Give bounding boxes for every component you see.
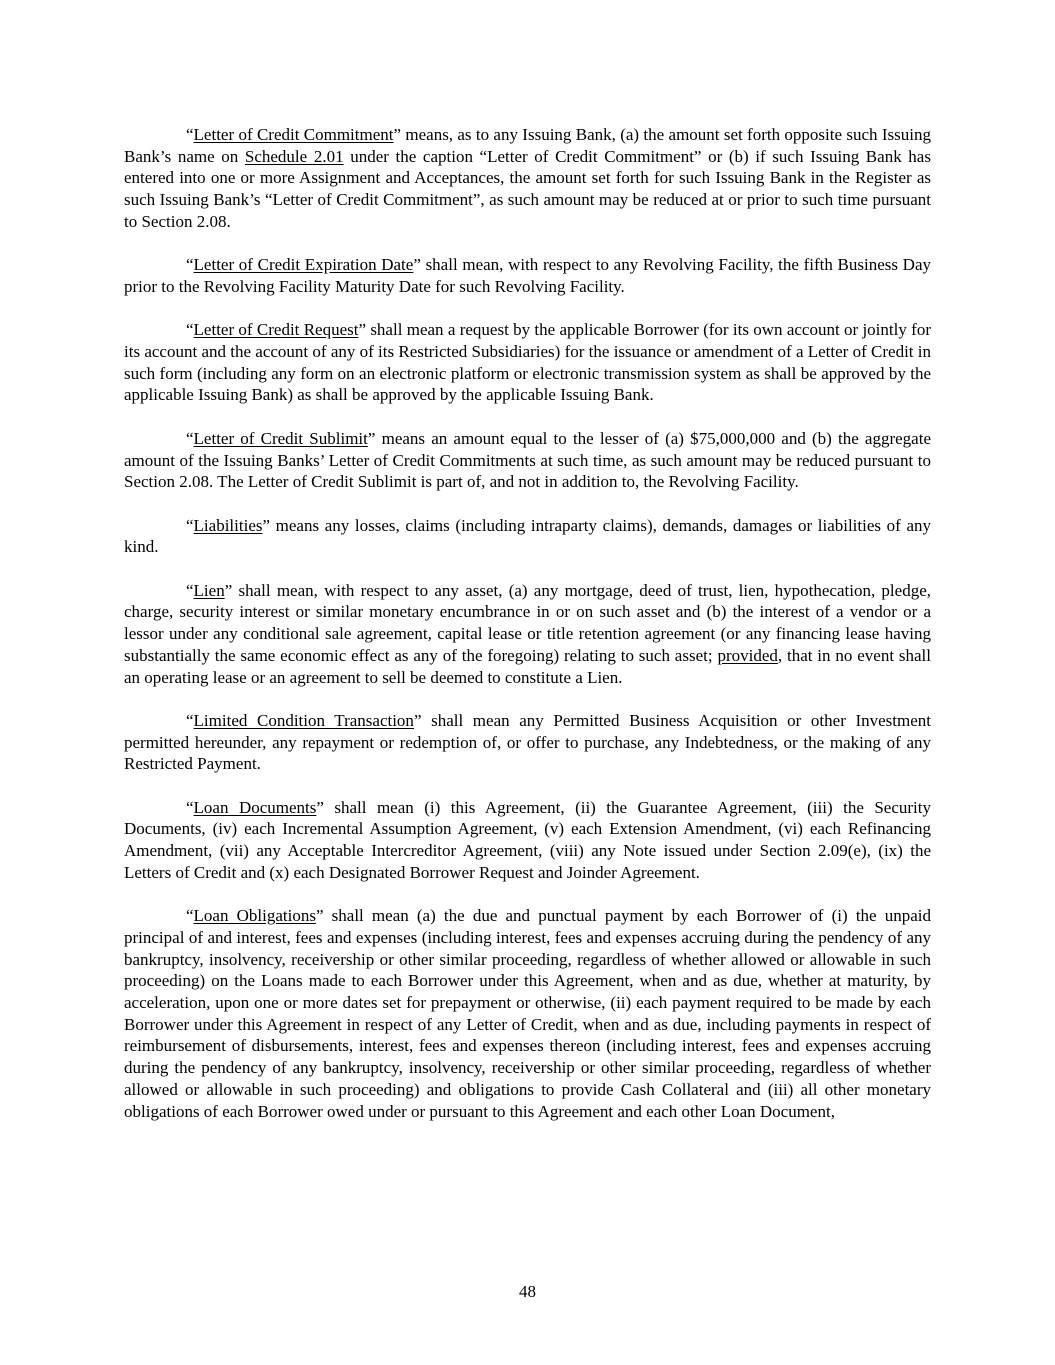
- definition-text: , that in no event shall an operating lease or an agreement to sell be deemed to constitute a Lien.: [124, 645, 932, 687]
- definition-paragraph: [124, 905, 931, 1122]
- definition-text: “: [186, 125, 194, 144]
- defined-term: Lien: [193, 580, 225, 600]
- document-page: [124, 124, 931, 1144]
- definition-text: “: [186, 906, 194, 926]
- underlined-text: provided: [717, 645, 778, 665]
- definition-paragraph: [124, 515, 931, 558]
- definition-paragraph: [124, 580, 931, 689]
- definition-text: “: [186, 797, 194, 817]
- definition-paragraph: [124, 124, 931, 233]
- definition-text: “: [186, 515, 194, 535]
- definition-text: ” shall mean any Permitted Business Acquisition or other Investment permitted hereunder, any repayment or redemption of, or offer to purchase, any Indebtedness, or the making of any Restricted Payment.: [124, 710, 931, 774]
- definition-text: ” shall mean (a) the due and punctual payment by each Borrower of (i) the unpaid principal of and interest, fees and expenses (including interest, fees and expenses accruing during the pendency of any bankruptcy, insolvency, receivership or other similar proceeding, regardless of whether allowed or allowable in such proceeding) on the Loans made to each Borrower under this Agreement, when and as due, whether at maturity, by acceleration, upon one or more dates set for prepayment or otherwise, (ii) each payment required to be made by each Borrower under this Agreement in respect of any Letter of Credit, when and as due, including payments in respect of reimbursement of disbursements, interest, fees and expenses thereon (including interest, fees and expenses accruing during the pendency of any bankruptcy, insolvency, receivership or other similar proceeding, regardless of whether allowed or allowable in such proceeding) and obligations to provide Cash Collateral and (iii) all other monetary obligations of each Borrower owed under or pursuant to this Agreement and each other Loan Document,: [124, 906, 932, 1121]
- defined-term: Letter of Credit Request: [193, 320, 359, 340]
- defined-term: Limited Condition Transaction: [193, 710, 414, 730]
- definition-text: ” shall mean (i) this Agreement, (ii) the Guarantee Agreement, (iii) the Security Documents, (iv) each Incremental Assumption Agreement, (v) each Extension Amendment, (vi) each Refinancing Amendment, (vii) any Acceptable Intercreditor Agreement, (viii) any Note issued under Section 2.09(e), (ix) the Letters of Credit and (x) each Designated Borrower Request and Joinder Agreement.: [124, 797, 931, 882]
- definition-text: under the caption “Letter of Credit Commitment” or (b) if such Issuing Bank has entered into one or more Assignment and Acceptances, the amount set forth for such Issuing Bank in the Register as such Issuing Bank’s “Letter of Credit Commitment”, as such amount may be reduced at or prior to such time pursuant to Section 2.08.: [124, 146, 931, 231]
- page-number: 48: [519, 1282, 536, 1301]
- definition-text: “: [186, 255, 194, 275]
- definition-text: “: [186, 580, 194, 600]
- definition-text: “: [186, 428, 194, 448]
- definition-text: ” shall mean, with respect to any asset, (a) any mortgage, deed of trust, lien, hypothecation, pledge, charge, security interest or similar monetary encumbrance in or on such asset and (b) the interest of a vendor or a lessor under any conditional sale agreement, capital lease or title retention agreement (or any financing lease having substantially the same economic effect as any of the foregoing) relating to such asset;: [124, 580, 931, 665]
- defined-term: Letter of Credit Commitment: [193, 125, 394, 144]
- definition-paragraph: [124, 710, 931, 775]
- definition-text: ” means an amount equal to the lesser of (a) $75,000,000 and (b) the aggregate amount of the Issuing Banks’ Letter of Credit Commitments at such time, as such amount may be reduced pursuant to Section 2.08. The Letter of Credit Sublimit is part of, and not in addition to, the Revolving Facility.: [124, 428, 931, 492]
- definition-text: ” means any losses, claims (including intraparty claims), demands, damages or liabilities of any kind.: [124, 515, 931, 557]
- defined-term: Letter of Credit Expiration Date: [193, 255, 414, 275]
- underlined-text: Schedule 2.01: [244, 146, 344, 166]
- defined-term: Loan Documents: [193, 797, 317, 817]
- definition-text: “: [186, 320, 194, 340]
- definition-paragraph: [124, 319, 931, 406]
- definition-paragraph: [124, 428, 931, 493]
- defined-term: Loan Obligations: [193, 906, 316, 926]
- defined-term: Letter of Credit Sublimit: [193, 428, 368, 448]
- definition-paragraph: [124, 254, 931, 297]
- defined-term: Liabilities: [193, 515, 263, 535]
- definition-text: “: [186, 710, 194, 730]
- definition-text: ” shall mean, with respect to any Revolving Facility, the fifth Business Day prior to the Revolving Facility Maturity Date for such Revolving Facility.: [124, 255, 932, 296]
- definition-text: ” means, as to any Issuing Bank, (a) the amount set forth opposite such Issuing Bank’s name on: [124, 125, 931, 166]
- definition-paragraph: [124, 797, 931, 884]
- definition-text: ” shall mean a request by the applicable Borrower (for its own account or jointly for its account and the account of any of its Restricted Subsidiaries) for the issuance or amendment of a Letter of Credit in such form (including any form on an electronic platform or electronic transmission system as shall be approved by the applicable Issuing Bank) as shall be approved by the applicable Issuing Bank.: [124, 320, 931, 405]
